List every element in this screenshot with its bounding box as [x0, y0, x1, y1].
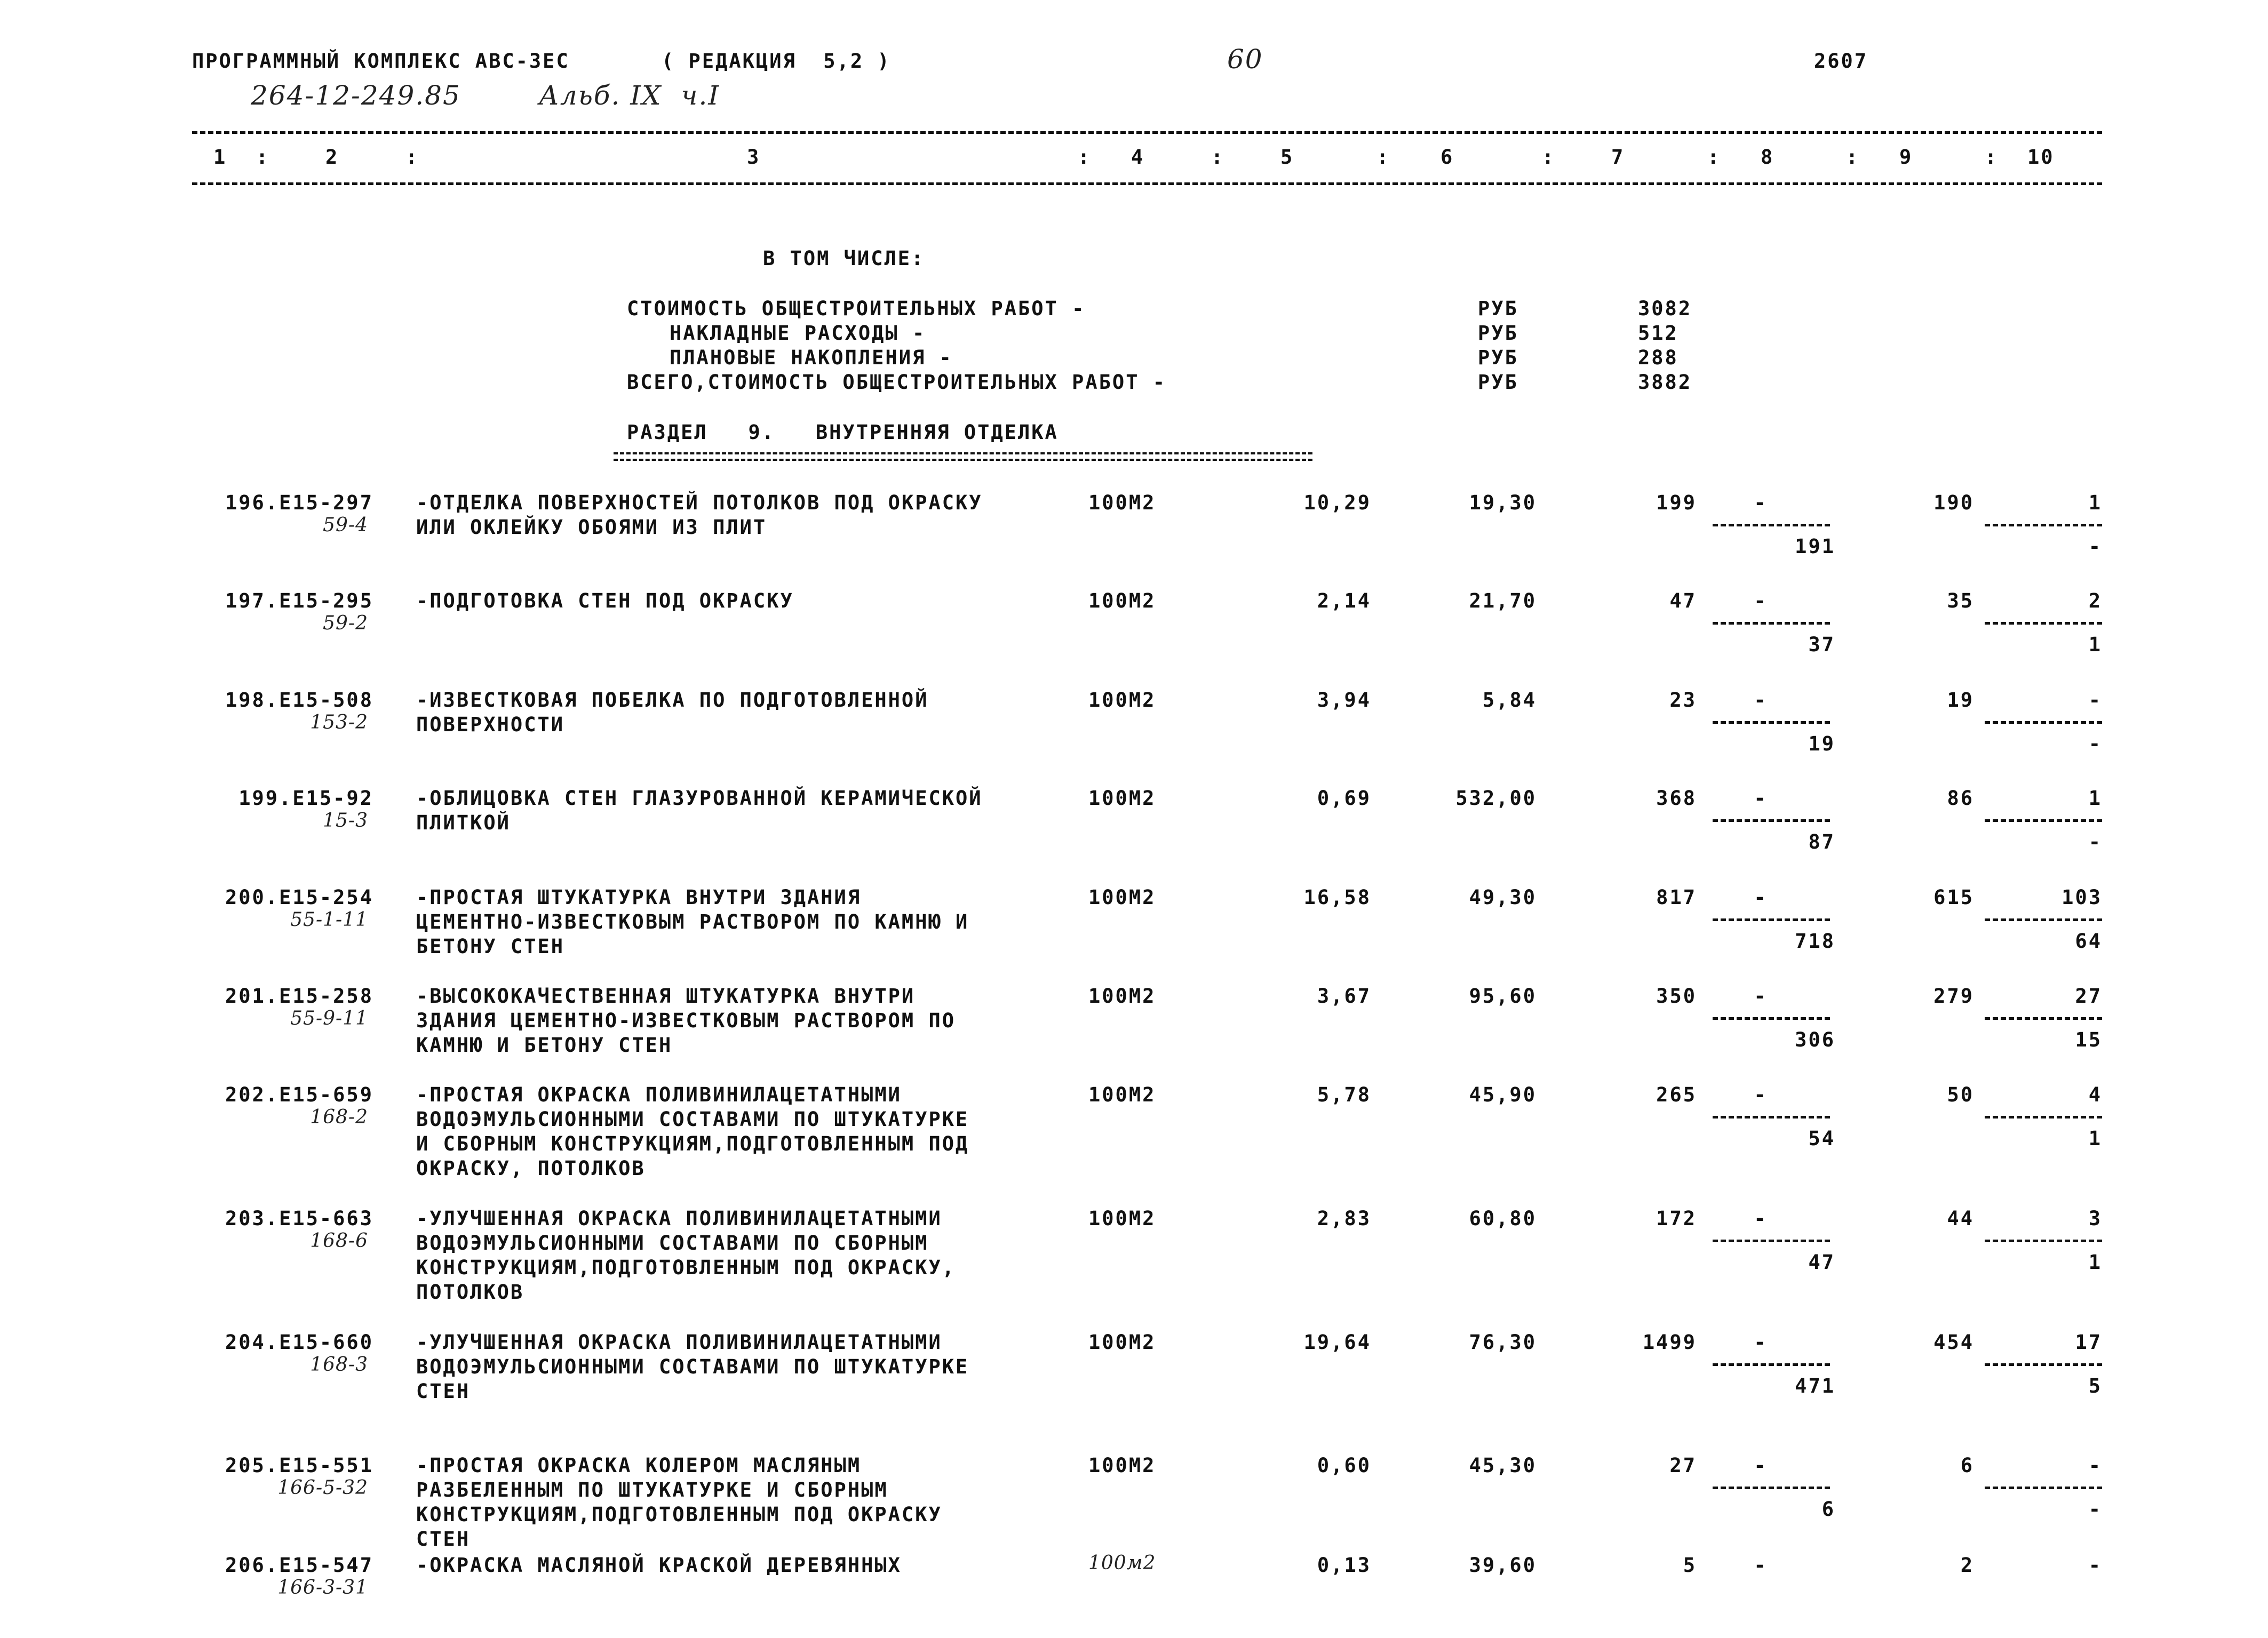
row-description-line: -ОБЛИЦОВКА СТЕН ГЛАЗУРОВАННОЙ КЕРАМИЧЕСКОЙ	[416, 787, 983, 810]
row-col10-bottom: -	[2088, 535, 2102, 558]
row-col10-bottom: -	[2088, 1498, 2102, 1521]
summary-label: ПЛАНОВЫЕ НАКОПЛЕНИЯ -	[670, 346, 953, 369]
row-col10-top: -	[2088, 689, 2102, 712]
section-underline-top	[614, 452, 1312, 454]
row-description-line: ПЛИТКОЙ	[416, 811, 511, 834]
summary-label: ВСЕГО,СТОИМОСТЬ ОБЩЕСТРОИТЕЛЬНЫХ РАБОТ -	[627, 371, 1167, 394]
row-quantity: 2,83	[1317, 1207, 1371, 1230]
row-code: 199.Е15-92	[238, 787, 373, 810]
column-header-4: 4	[1131, 146, 1145, 169]
row-description-line: -ВЫСОКОКАЧЕСТВЕННАЯ ШТУКАТУРКА ВНУТРИ	[416, 985, 916, 1008]
row-col10-top: 4	[2088, 1083, 2102, 1106]
row-col10-bottom: 15	[2075, 1028, 2102, 1051]
row-col8-bottom: 718	[1795, 930, 1835, 953]
col8-divider	[1713, 1017, 1830, 1020]
row-description-line: -ОКРАСКА МАСЛЯНОЙ КРАСКОЙ ДЕРЕВЯННЫХ	[416, 1554, 902, 1577]
row-description-line: ВОДОЭМУЛЬСИОННЫМИ СОСТАВАМИ ПО ШТУКАТУРКЕ	[416, 1108, 969, 1131]
row-col10-bottom: -	[2088, 830, 2102, 853]
col8-divider	[1713, 918, 1830, 921]
row-col8-top: -	[1754, 787, 1768, 810]
row-description-line: ПОВЕРХНОСТИ	[416, 713, 565, 736]
summary-value: 288	[1638, 346, 1678, 369]
handwritten-project-ref: 264-12-249.85	[251, 80, 461, 111]
column-header-9: 9	[1899, 146, 1913, 169]
row-description-line: ОКРАСКУ, ПОТОЛКОВ	[416, 1157, 646, 1180]
summary-value: 3882	[1638, 371, 1692, 394]
row-unit-price: 39,60	[1469, 1554, 1537, 1577]
col8-divider	[1713, 819, 1830, 822]
row-handwritten-ref: 166-5-32	[277, 1477, 368, 1499]
summary-heading: В ТОМ ЧИСЛЕ:	[763, 247, 925, 270]
section-title: РАЗДЕЛ 9. ВНУТРЕННЯЯ ОТДЕЛКА	[627, 421, 1059, 444]
row-col10-top: 17	[2075, 1331, 2102, 1354]
row-col9-value: 279	[1933, 985, 1974, 1008]
row-handwritten-ref: 168-6	[310, 1230, 368, 1252]
row-unit: 100М2	[1088, 689, 1156, 712]
row-unit: 100М2	[1088, 787, 1156, 810]
row-code: 202.Е15-659	[225, 1083, 373, 1106]
row-col9-value: 44	[1947, 1207, 1974, 1230]
row-col9-value: 35	[1947, 589, 1974, 612]
row-unit-price: 49,30	[1469, 886, 1537, 909]
page-number: 60	[1227, 44, 1263, 75]
row-description-line: КОНСТРУКЦИЯМ,ПОДГОТОВЛЕННЫМ ПОД ОКРАСКУ	[416, 1503, 942, 1526]
col10-divider	[1985, 1363, 2102, 1366]
row-quantity: 5,78	[1317, 1083, 1371, 1106]
row-col10-bottom: 1	[2088, 633, 2102, 656]
row-description-line: И СБОРНЫМ КОНСТРУКЦИЯМ,ПОДГОТОВЛЕННЫМ ПОД	[416, 1132, 969, 1155]
row-col10-top: 1	[2088, 787, 2102, 810]
row-quantity: 3,94	[1317, 689, 1371, 712]
row-col8-bottom: 306	[1795, 1028, 1835, 1051]
row-col9-value: 6	[1960, 1454, 1974, 1477]
row-handwritten-ref: 55-9-11	[290, 1008, 368, 1029]
row-unit-price: 45,30	[1469, 1454, 1537, 1477]
row-col10-top: -	[2088, 1554, 2102, 1577]
row-col10-top: 1	[2088, 491, 2102, 514]
row-col10-top: 2	[2088, 589, 2102, 612]
row-quantity: 2,14	[1317, 589, 1371, 612]
row-description-line: КОНСТРУКЦИЯМ,ПОДГОТОВЛЕННЫМ ПОД ОКРАСКУ,	[416, 1256, 956, 1279]
col8-divider	[1713, 1240, 1830, 1242]
column-separator: :	[1985, 146, 1999, 169]
col8-divider	[1713, 1363, 1830, 1366]
row-description-line: -УЛУЧШЕННАЯ ОКРАСКА ПОЛИВИНИЛАЦЕТАТНЫМИ	[416, 1207, 942, 1230]
col8-divider	[1713, 524, 1830, 526]
row-col10-bottom: 1	[2088, 1127, 2102, 1150]
row-handwritten-ref: 168-3	[310, 1354, 368, 1376]
row-description-line: ВОДОЭМУЛЬСИОННЫМИ СОСТАВАМИ ПО ШТУКАТУРКЕ	[416, 1355, 969, 1378]
row-col8-bottom: 54	[1808, 1127, 1835, 1150]
row-description-line: -ОТДЕЛКА ПОВЕРХНОСТЕЙ ПОТОЛКОВ ПОД ОКРАСКУ	[416, 491, 983, 514]
row-code: 204.Е15-660	[225, 1331, 373, 1354]
row-quantity: 0,13	[1317, 1554, 1371, 1577]
row-col10-bottom: -	[2088, 732, 2102, 755]
row-description-line: ИЛИ ОКЛЕЙКУ ОБОЯМИ ИЗ ПЛИТ	[416, 516, 767, 539]
row-col9-value: 190	[1933, 491, 1974, 514]
column-header-6: 6	[1441, 146, 1454, 169]
row-total-cost: 5	[1683, 1554, 1697, 1577]
row-total-cost: 199	[1656, 491, 1697, 514]
row-col9-value: 2	[1960, 1554, 1974, 1577]
row-col8-top: -	[1754, 689, 1768, 712]
col10-divider	[1985, 1116, 2102, 1118]
row-unit-price: 532,00	[1455, 787, 1537, 810]
row-code: 197.Е15-295	[225, 589, 373, 612]
row-description-line: РАЗБЕЛЕННЫМ ПО ШТУКАТУРКЕ И СБОРНЫМ	[416, 1479, 888, 1501]
column-header-10: 10	[2027, 146, 2055, 169]
row-handwritten-ref: 168-2	[310, 1106, 368, 1128]
row-unit-price: 19,30	[1469, 491, 1537, 514]
row-unit-price: 95,60	[1469, 985, 1537, 1008]
row-col10-top: 3	[2088, 1207, 2102, 1230]
row-code: 196.Е15-297	[225, 491, 373, 514]
row-quantity: 0,60	[1317, 1454, 1371, 1477]
column-separator: :	[1211, 146, 1225, 169]
row-unit: 100М2	[1088, 1207, 1156, 1230]
row-col8-bottom: 19	[1808, 732, 1835, 755]
summary-unit: РУБ	[1478, 322, 1518, 345]
row-description-line: ЦЕМЕНТНО-ИЗВЕСТКОВЫМ РАСТВОРОМ ПО КАМНЮ И	[416, 910, 969, 933]
column-separator: :	[1376, 146, 1390, 169]
row-col8-bottom: 191	[1795, 535, 1835, 558]
row-code: 203.Е15-663	[225, 1207, 373, 1230]
row-col9-value: 50	[1947, 1083, 1974, 1106]
row-description-line: -ПРОСТАЯ ОКРАСКА ПОЛИВИНИЛАЦЕТАТНЫМИ	[416, 1083, 902, 1106]
col10-divider	[1985, 1017, 2102, 1020]
row-total-cost: 817	[1656, 886, 1697, 909]
row-description-line: БЕТОНУ СТЕН	[416, 935, 565, 958]
row-col9-value: 454	[1933, 1331, 1974, 1354]
row-handwritten-ref: 15-3	[323, 810, 368, 832]
column-header-7: 7	[1611, 146, 1625, 169]
row-code: 206.Е15-547	[225, 1554, 373, 1577]
row-total-cost: 172	[1656, 1207, 1697, 1230]
row-col8-top: -	[1754, 1454, 1768, 1477]
column-separator: :	[1846, 146, 1860, 169]
row-description-line: ПОТОЛКОВ	[416, 1281, 524, 1304]
row-handwritten-ref: 153-2	[310, 712, 368, 733]
summary-unit: РУБ	[1478, 346, 1518, 369]
row-description-line: -ПРОСТАЯ ОКРАСКА КОЛЕРОМ МАСЛЯНЫМ	[416, 1454, 862, 1477]
row-handwritten-ref: 59-4	[323, 514, 368, 536]
row-unit: 100М2	[1088, 491, 1156, 514]
col8-divider	[1713, 622, 1830, 625]
row-unit: 100М2	[1088, 1083, 1156, 1106]
row-unit: 100М2	[1088, 886, 1156, 909]
row-unit-price: 76,30	[1469, 1331, 1537, 1354]
col10-divider	[1985, 1487, 2102, 1489]
row-quantity: 3,67	[1317, 985, 1371, 1008]
row-total-cost: 47	[1669, 589, 1697, 612]
summary-value: 3082	[1638, 297, 1692, 320]
row-description-line: ВОДОЭМУЛЬСИОННЫМИ СОСТАВАМИ ПО СБОРНЫМ	[416, 1232, 929, 1255]
row-col8-top: -	[1754, 985, 1768, 1008]
row-unit: 100м2	[1088, 1552, 1156, 1574]
section-underline-bottom	[614, 459, 1312, 461]
row-unit: 100М2	[1088, 1331, 1156, 1354]
row-col8-top: -	[1754, 1331, 1768, 1354]
row-col8-bottom: 87	[1808, 830, 1835, 853]
column-header-3: 3	[747, 146, 761, 169]
row-description-line: СТЕН	[416, 1380, 471, 1403]
row-description-line: СТЕН	[416, 1528, 471, 1551]
column-header-2: 2	[325, 146, 339, 169]
row-col10-bottom: 64	[2075, 930, 2102, 953]
col8-divider	[1713, 1116, 1830, 1118]
row-col10-top: -	[2088, 1454, 2102, 1477]
row-unit-price: 5,84	[1482, 689, 1537, 712]
row-total-cost: 368	[1656, 787, 1697, 810]
row-handwritten-ref: 55-1-11	[290, 909, 368, 931]
row-code: 198.Е15-508	[225, 689, 373, 712]
column-separator: :	[405, 146, 419, 169]
column-separator: :	[1542, 146, 1556, 169]
row-col10-top: 103	[2062, 886, 2102, 909]
row-description-line: ЗДАНИЯ ЦЕМЕНТНО-ИЗВЕСТКОВЫМ РАСТВОРОМ ПО	[416, 1009, 956, 1032]
row-description-line: -УЛУЧШЕННАЯ ОКРАСКА ПОЛИВИНИЛАЦЕТАТНЫМИ	[416, 1331, 942, 1354]
row-total-cost: 27	[1669, 1454, 1697, 1477]
row-col8-top: -	[1754, 491, 1768, 514]
row-handwritten-ref: 59-2	[323, 612, 368, 634]
row-code: 205.Е15-551	[225, 1454, 373, 1477]
summary-unit: РУБ	[1478, 371, 1518, 394]
program-title: ПРОГРАММНЫЙ КОМПЛЕКС АВС-ЗЕС	[192, 50, 570, 73]
row-unit-price: 60,80	[1469, 1207, 1537, 1230]
row-col10-bottom: 5	[2088, 1375, 2102, 1397]
row-unit: 100М2	[1088, 985, 1156, 1008]
summary-label: НАКЛАДНЫЕ РАСХОДЫ -	[670, 322, 926, 345]
row-unit: 100М2	[1088, 1454, 1156, 1477]
summary-value: 512	[1638, 322, 1678, 345]
col10-divider	[1985, 1240, 2102, 1242]
row-code: 201.Е15-258	[225, 985, 373, 1008]
row-col8-top: -	[1754, 1083, 1768, 1106]
row-description-line: -ИЗВЕСТКОВАЯ ПОБЕЛКА ПО ПОДГОТОВЛЕННОЙ	[416, 689, 929, 712]
row-quantity: 16,58	[1303, 886, 1371, 909]
row-handwritten-ref: 166-3-31	[277, 1577, 368, 1599]
header-top-rule	[192, 131, 2102, 134]
row-quantity: 10,29	[1303, 491, 1371, 514]
document-number: 2607	[1814, 50, 1868, 73]
row-col9-value: 19	[1947, 689, 1974, 712]
col10-divider	[1985, 918, 2102, 921]
col10-divider	[1985, 819, 2102, 822]
col10-divider	[1985, 622, 2102, 625]
row-col8-top: -	[1754, 886, 1768, 909]
row-col9-value: 86	[1947, 787, 1974, 810]
row-quantity: 0,69	[1317, 787, 1371, 810]
column-separator: :	[256, 146, 270, 169]
row-description-line: -ПРОСТАЯ ШТУКАТУРКА ВНУТРИ ЗДАНИЯ	[416, 886, 862, 909]
row-col8-bottom: 6	[1821, 1498, 1835, 1521]
row-col8-bottom: 37	[1808, 633, 1835, 656]
col8-divider	[1713, 721, 1830, 724]
row-code: 200.Е15-254	[225, 886, 373, 909]
column-header-5: 5	[1280, 146, 1294, 169]
col10-divider	[1985, 721, 2102, 724]
row-total-cost: 23	[1669, 689, 1697, 712]
handwritten-album-ref: Альб. IX ч.I	[539, 80, 720, 111]
row-col8-top: -	[1754, 1207, 1768, 1230]
column-separator: :	[1078, 146, 1092, 169]
row-col8-top: -	[1754, 1554, 1768, 1577]
summary-label: СТОИМОСТЬ ОБЩЕСТРОИТЕЛЬНЫХ РАБОТ -	[627, 297, 1086, 320]
row-col10-bottom: 1	[2088, 1251, 2102, 1274]
row-total-cost: 350	[1656, 985, 1697, 1008]
row-total-cost: 1499	[1642, 1331, 1697, 1354]
row-col9-value: 615	[1933, 886, 1974, 909]
column-header-8: 8	[1761, 146, 1774, 169]
row-col10-top: 27	[2075, 985, 2102, 1008]
row-col8-bottom: 471	[1795, 1375, 1835, 1397]
row-description-line: -ПОДГОТОВКА СТЕН ПОД ОКРАСКУ	[416, 589, 794, 612]
col10-divider	[1985, 524, 2102, 526]
header-bottom-rule	[192, 182, 2102, 185]
row-col8-bottom: 47	[1808, 1251, 1835, 1274]
row-description-line: КАМНЮ И БЕТОНУ СТЕН	[416, 1034, 673, 1057]
row-unit-price: 45,90	[1469, 1083, 1537, 1106]
row-unit-price: 21,70	[1469, 589, 1537, 612]
col8-divider	[1713, 1487, 1830, 1489]
program-edition: ( РЕДАКЦИЯ 5,2 )	[662, 50, 891, 73]
row-col8-top: -	[1754, 589, 1768, 612]
row-total-cost: 265	[1656, 1083, 1697, 1106]
summary-unit: РУБ	[1478, 297, 1518, 320]
row-unit: 100М2	[1088, 589, 1156, 612]
row-quantity: 19,64	[1303, 1331, 1371, 1354]
column-header-1: 1	[213, 146, 227, 169]
column-separator: :	[1707, 146, 1721, 169]
